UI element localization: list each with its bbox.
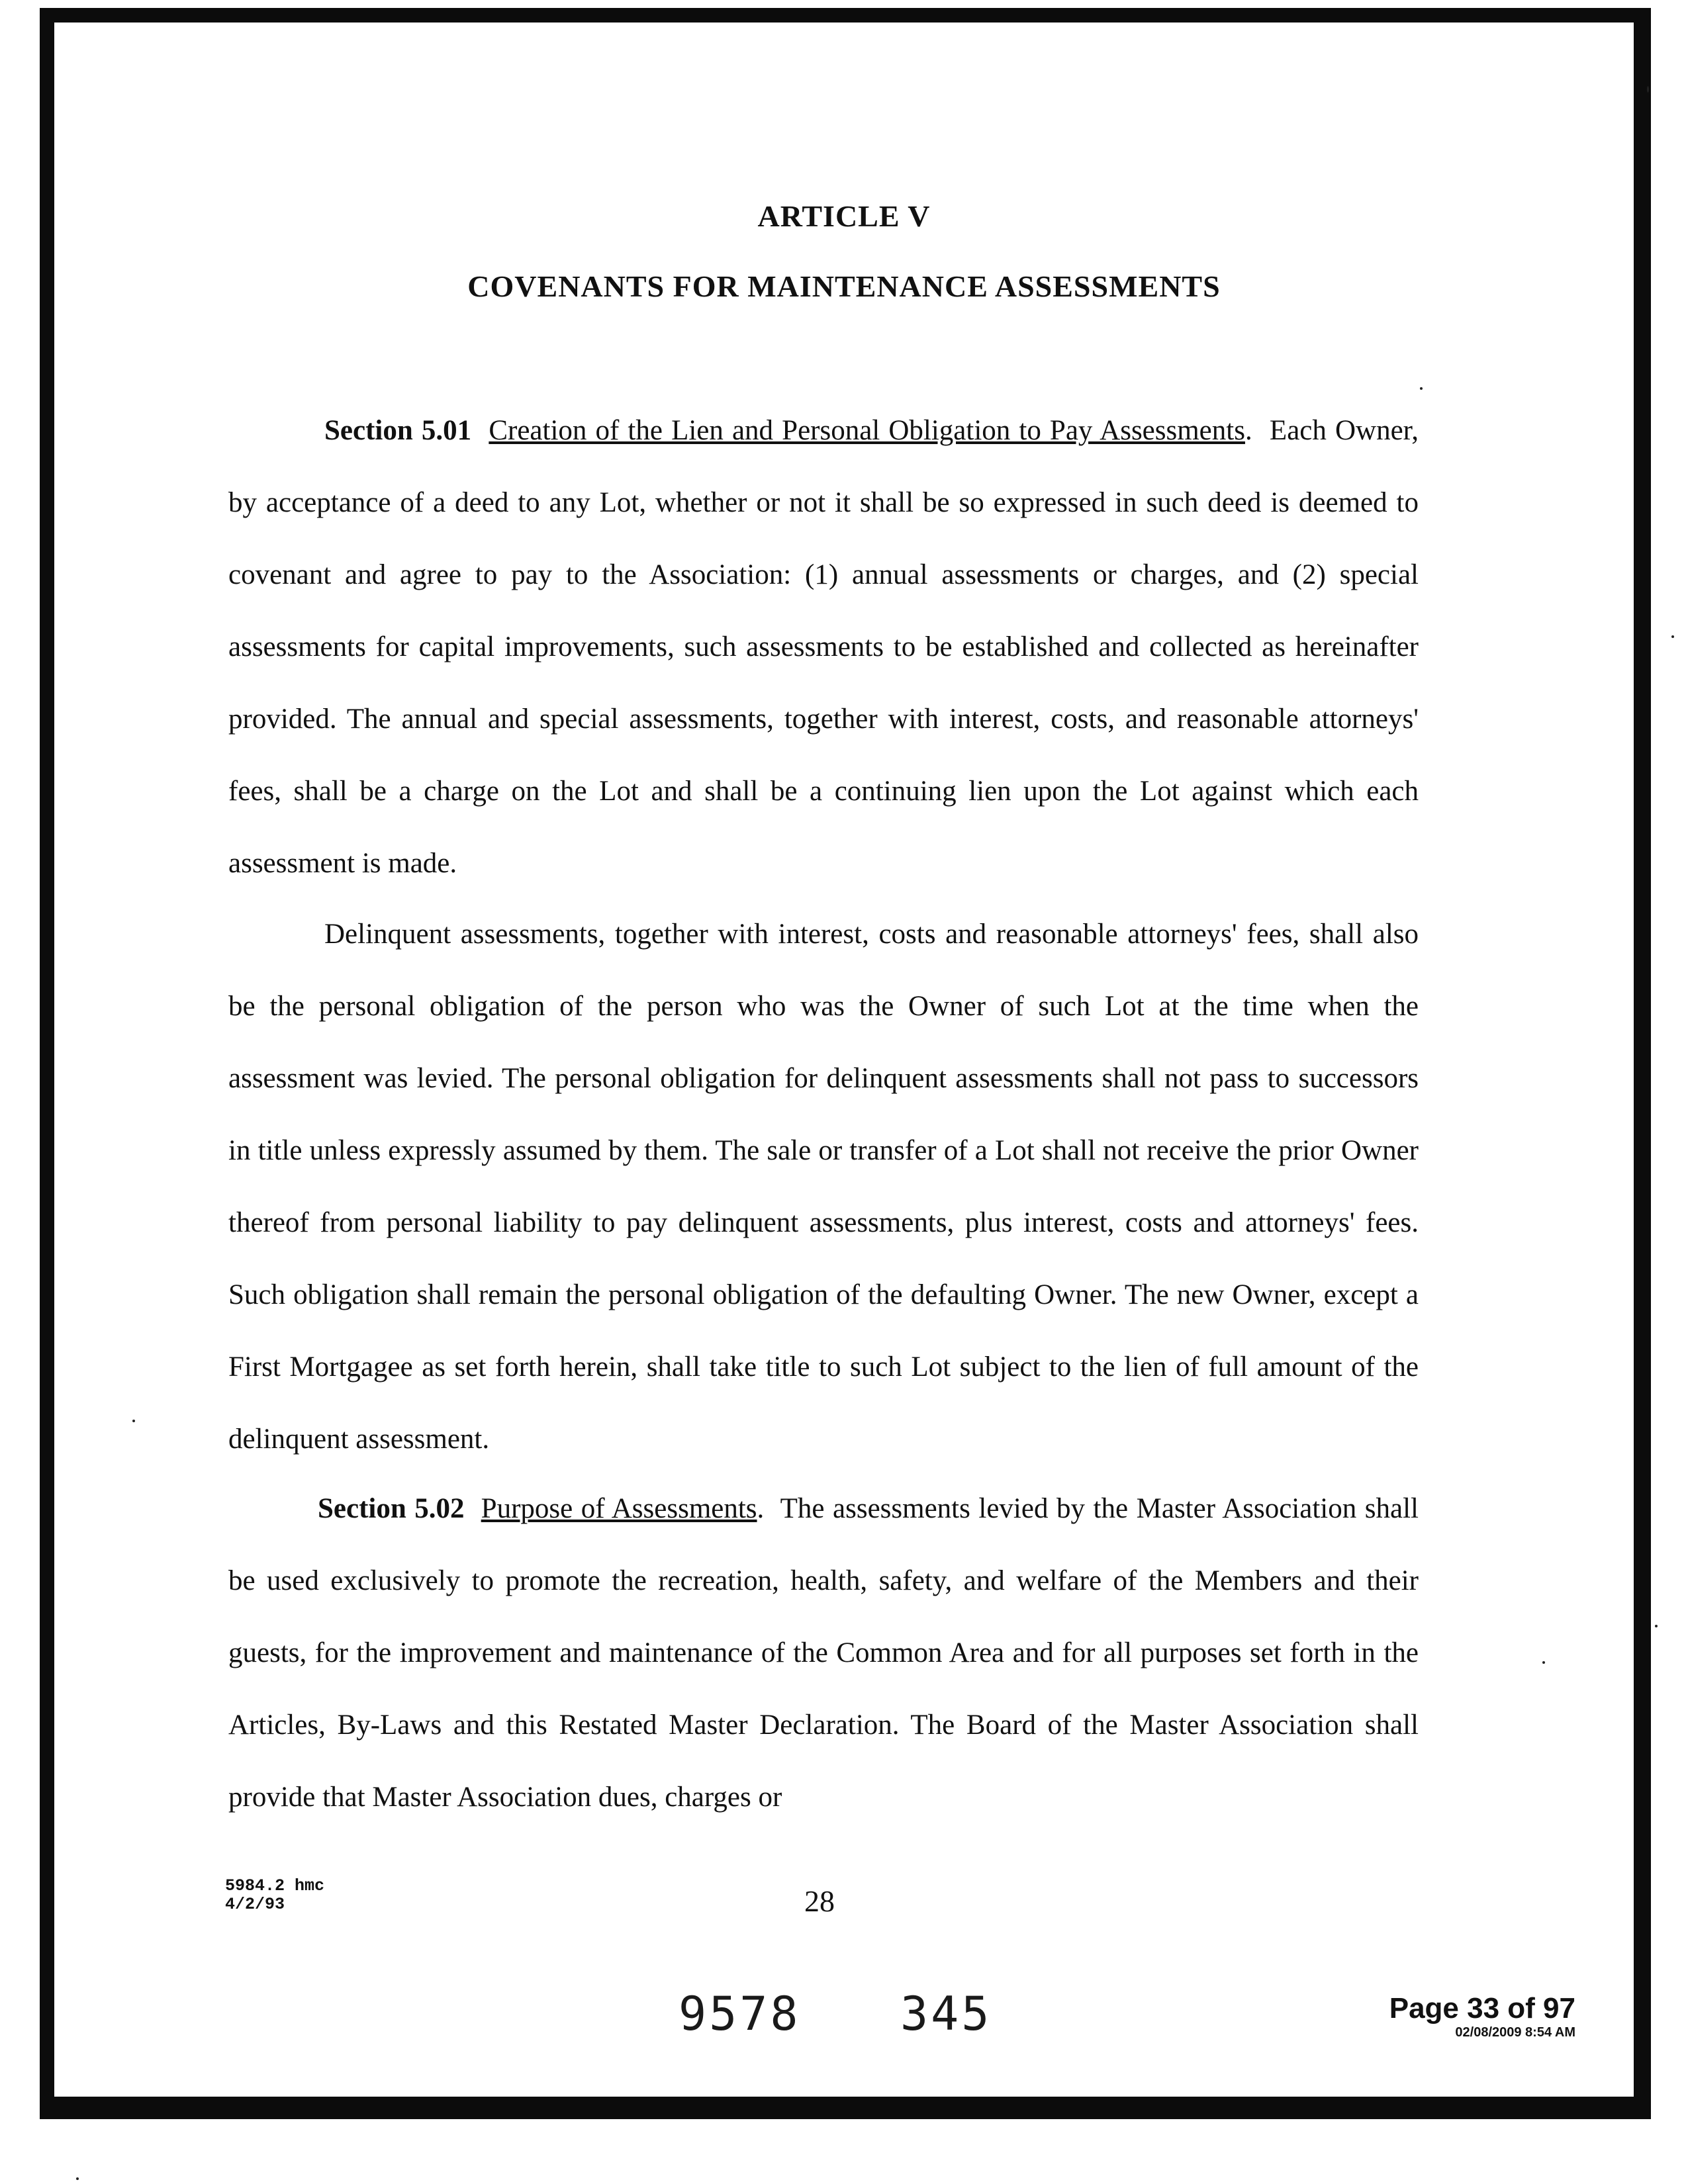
section-5-01-title: Creation of the Lien and Personal Obligation to Pay Assessments	[489, 415, 1245, 446]
delinquent-assessments-paragraph: Delinquent assessments, together with interest, costs and reasonable attorneys' fees, shall also be the personal obligation of the person who was the Owner of such Lot at the time when the assessment was levied. The personal obligation for delinquent assessments shall not pass to successors in title unless expressly assumed by them. The sale or transfer of a Lot shall not receive the prior Owner thereof from personal liability to pay delinquent assessments, plus interest, costs and attorneys' fees. Such obligation shall remain the personal obligation of the defaulting Owner. The new Owner, except a First Mortgagee as set forth herein, shall take title to such Lot subject to the lien of full amount of the delinquent assessment.	[228, 919, 1419, 1455]
scan-speck	[1655, 1625, 1658, 1627]
document-date: 4/2/93	[225, 1895, 285, 1914]
recording-page-number: 345	[900, 1987, 992, 2041]
stamp-timestamp: 02/08/2009 8:54 AM	[1455, 2025, 1575, 2040]
recording-book-number: 9578	[679, 1987, 801, 2041]
section-5-01-label: Section 5.01	[324, 415, 472, 446]
scan-speck	[76, 2177, 79, 2180]
scan-speck	[1542, 1661, 1545, 1664]
stamp-page-label: Page 33 of 97	[1389, 1992, 1575, 2025]
scan-speck	[1671, 635, 1674, 638]
section-5-01-paragraph: Section 5.01 Creation of the Lien and Personal Obligation to Pay Assessments. Each Owner, by acceptance of a deed to any Lot, whether or not it shall be so expressed in such deed is deemed to covenant and agree to pay to the Association: (1) annual assessments or charges, and (2) special assessments for capital improvements, such assessments to be established and collected as hereinafter provided. The annual and special assessments, together with interest, costs, and reasonable attorneys' fees, shall be a charge on the Lot and shall be a continuing lien upon the Lot against which each assessment is made.	[228, 415, 1419, 879]
scan-speck	[1420, 387, 1423, 390]
section-5-02-title: Purpose of Assessments	[481, 1493, 757, 1524]
article-subtitle: COVENANTS FOR MAINTENANCE ASSESSMENTS	[467, 269, 1221, 303]
article-title: ARTICLE V	[757, 199, 931, 233]
page-stamp	[1389, 1992, 1575, 2040]
page-number: 28	[804, 1884, 835, 1918]
section-5-01-body: Each Owner, by acceptance of a deed to any Lot, whether or not it shall be so expressed in such deed is deemed to covenant and agree to pay to the Association: (1) annual assessments or charges, and (2) special assessments for capital improvements, such assessments to be established and collected as hereinafter provided. The annual and special assessments, together with interest, costs, and reasonable attorneys' fees, shall be a charge on the Lot and shall be a continuing lien upon the Lot against which each assessment is made.	[228, 415, 1419, 879]
scan-speck	[132, 1420, 135, 1422]
section-5-02-body: The assessments levied by the Master Association shall be used exclusively to promote the recreation, health, safety, and welfare of the Members and their guests, for the improvement and maintenance of the Common Area and for all purposes set forth in the Articles, By-Laws and this Restated Master Declaration. The Board of the Master Association shall provide that Master Association dues, charges or	[228, 1493, 1419, 1813]
section-5-02-label: Section 5.02	[318, 1493, 465, 1524]
document-reference	[225, 1877, 324, 1914]
scan-speck	[1647, 86, 1649, 93]
document-code: 5984.2 hmc	[225, 1876, 325, 1895]
section-5-02-paragraph: Section 5.02 Purpose of Assessments. The assessments levied by the Master Association shall be used exclusively to promote the recreation, health, safety, and welfare of the Members and their guests, for the improvement and maintenance of the Common Area and for all purposes set forth in the Articles, By-Laws and this Restated Master Declaration. The Board of the Master Association shall provide that Master Association dues, charges or	[228, 1493, 1419, 1813]
